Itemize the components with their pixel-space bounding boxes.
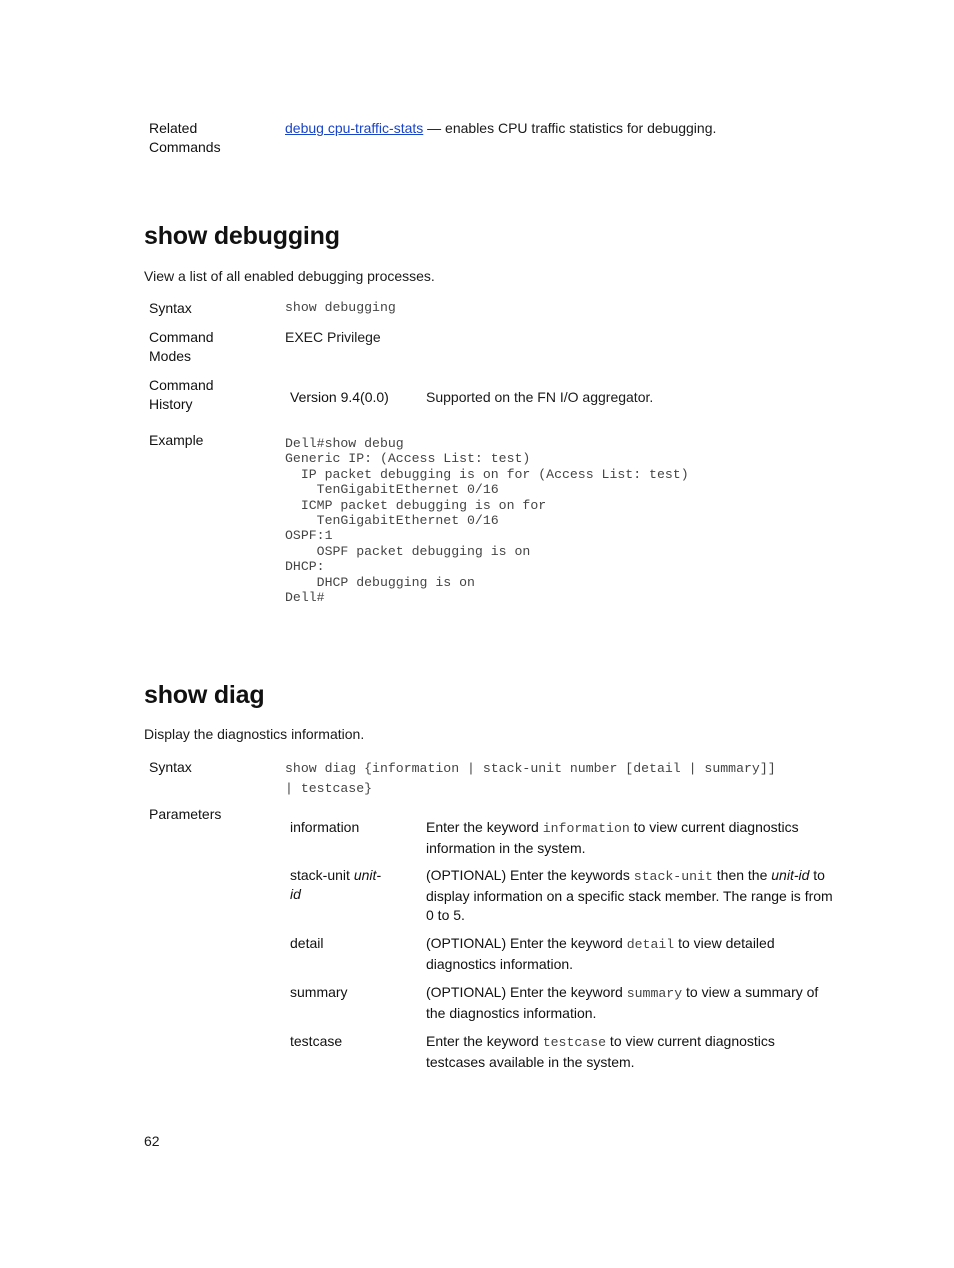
example-line: IP packet debugging is on for (Access List: test) <box>285 466 689 482</box>
example-line: ICMP packet debugging is on for <box>285 497 547 513</box>
param-summary-desc: (OPTIONAL) Enter the keyword summary to view a summary of the diagnostics information. <box>426 984 819 1021</box>
param-testcase-name: testcase <box>290 1033 343 1049</box>
show-debugging-title: show debugging <box>144 222 340 250</box>
example-line: OSPF:1 <box>285 528 333 544</box>
page-number: 62 <box>144 1133 160 1149</box>
example-line: Dell# <box>285 590 325 606</box>
example-line: OSPF packet debugging is on <box>285 543 531 559</box>
example-line: Generic IP: (Access List: test) <box>285 451 531 467</box>
syntax-label-diag: Syntax <box>149 759 192 775</box>
param-stack-unit-name: stack-unit unit- id <box>290 867 382 902</box>
example-line: DHCP: <box>285 559 325 575</box>
command-modes-label: Command Modes <box>149 329 214 364</box>
show-debugging-example <box>285 436 689 605</box>
related-commands-label: Related Commands <box>149 120 221 155</box>
param-summary-name: summary <box>290 984 348 1000</box>
command-modes-value: EXEC Privilege <box>285 329 381 345</box>
param-information-name: information <box>290 819 360 835</box>
show-diag-intro: Display the diagnostics information. <box>144 726 365 742</box>
related-commands-entry <box>285 119 885 138</box>
history-desc: Supported on the FN I/O aggregator. <box>426 389 654 405</box>
history-version: Version 9.4(0.0) <box>290 389 389 405</box>
example-line: Dell#show debug <box>285 436 404 451</box>
param-detail-desc: (OPTIONAL) Enter the keyword detail to view detailed diagnostics information. <box>426 935 775 972</box>
example-line: TenGigabitEthernet 0/16 <box>285 513 499 529</box>
debug-cpu-traffic-stats-link[interactable]: debug cpu-traffic-stats <box>285 120 424 136</box>
related-commands-desc: — enables CPU traffic statistics for debugging. <box>423 120 717 136</box>
parameters-label: Parameters <box>149 806 222 822</box>
param-detail-name: detail <box>290 935 324 951</box>
example-label: Example <box>149 432 204 448</box>
example-line: DHCP debugging is on <box>285 574 475 590</box>
example-line: TenGigabitEthernet 0/16 <box>285 482 499 498</box>
param-stack-unit-desc: (OPTIONAL) Enter the keywords stack-unit then the unit-id to display information on a specific stack member. The range is from 0 to 5. <box>426 867 833 923</box>
param-testcase-desc: Enter the keyword testcase to view current diagnostics testcases available in the system. <box>426 1033 775 1070</box>
command-history-label: Command History <box>149 377 214 412</box>
show-diag-syntax: show diag {information | stack-unit number [detail | summary]] | testcase} <box>285 761 776 796</box>
show-debugging-intro: View a list of all enabled debugging processes. <box>144 268 435 284</box>
param-information-desc: Enter the keyword information to view current diagnostics information in the system. <box>426 819 799 856</box>
show-diag-title: show diag <box>144 681 265 709</box>
syntax-label: Syntax <box>149 300 192 316</box>
show-debugging-syntax: show debugging <box>285 300 396 315</box>
